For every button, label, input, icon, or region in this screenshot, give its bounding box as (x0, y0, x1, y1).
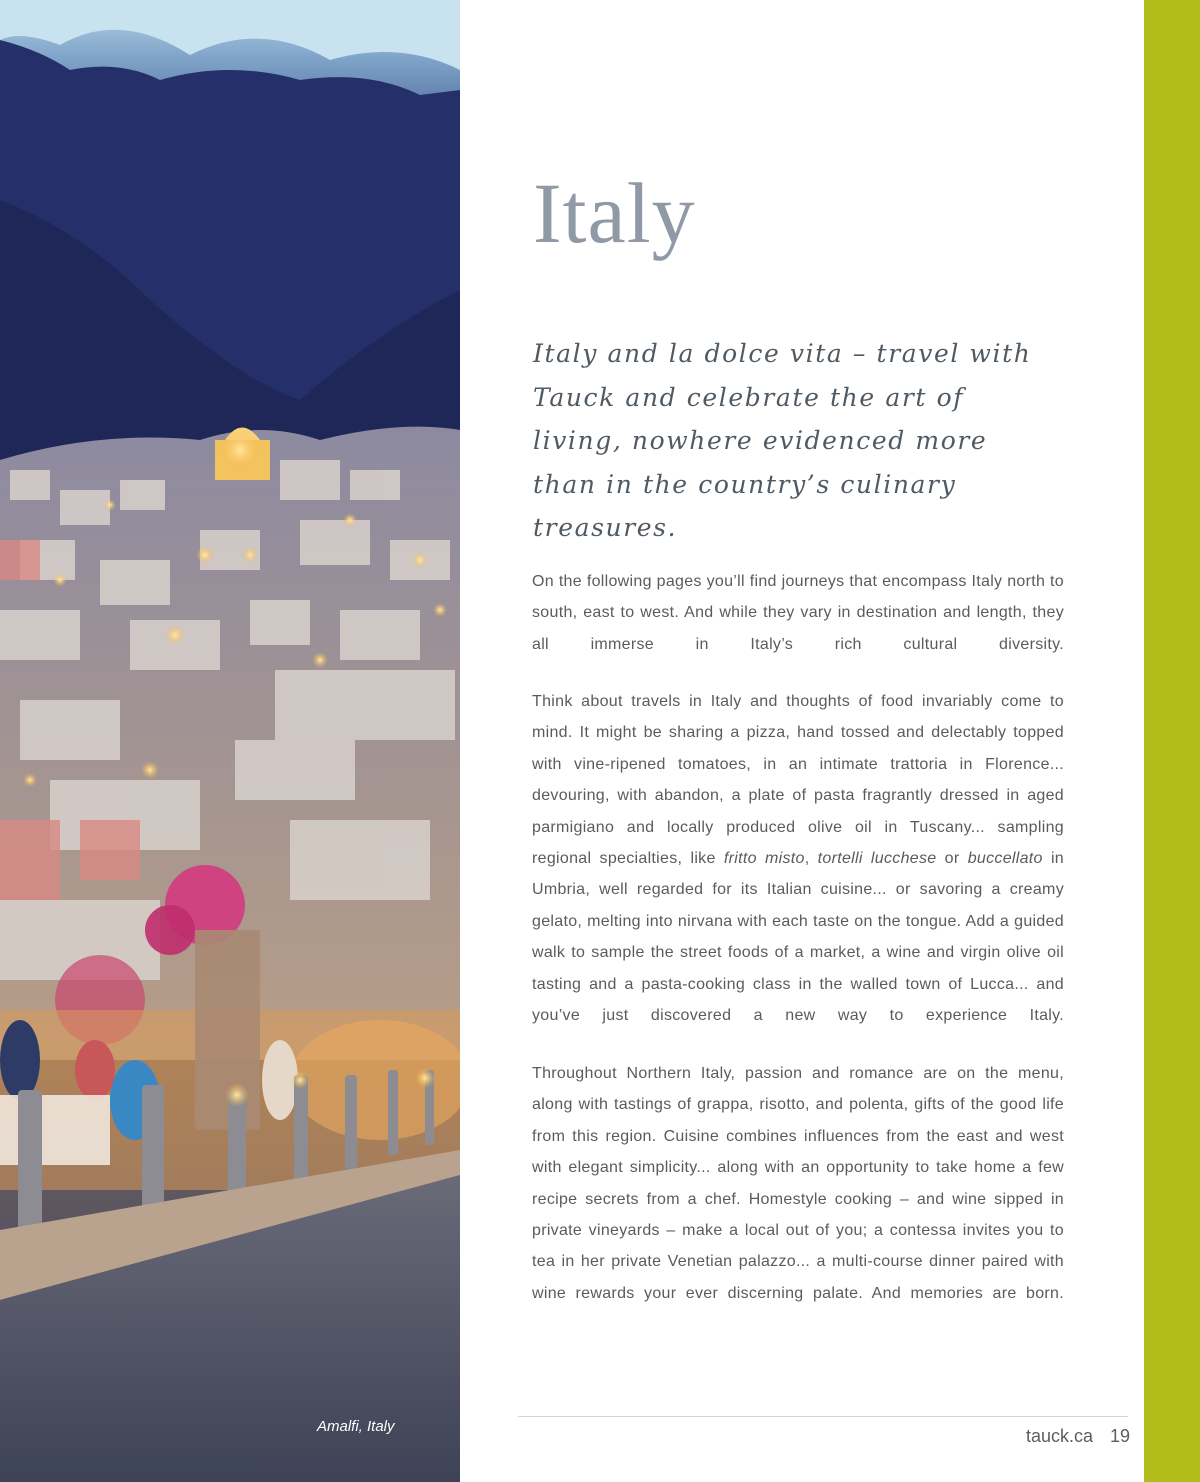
paragraph-2-text-a: Think about travels in Italy and thoughts of food invariably come to mind. It might be sharing a pizza, hand tossed and delectably topped with vine-ripened tomatoes, in an intimate trattoria in Florence... devouring, with abandon, a plate of pasta fragrantly dressed in aged parmigiano and locally produced olive oil in Tuscany... sampling regional specialties, like (532, 693, 1064, 868)
paragraph-2-sep-2: or (936, 850, 968, 868)
body-paragraph-1: On the following pages you’ll find journeys that encompass Italy north to south, east to west. And while they vary in destination and length, they all immerse in Italy’s rich cultural diversity. (532, 573, 1064, 653)
dish-fritto-misto: fritto misto (723, 850, 805, 868)
page-title: Italy (533, 165, 696, 261)
accent-band (1144, 0, 1200, 1482)
photo-illustration (0, 0, 460, 1482)
photo-caption: Amalfi, Italy (317, 1418, 395, 1435)
amalfi-photo (0, 0, 460, 1482)
footer-divider (518, 1416, 1128, 1417)
dish-buccellato: buccellato (967, 850, 1043, 868)
paragraph-2-text-b: in Umbria, well regarded for its Italian cuisine... or savoring a creamy gelato, melting into nirvana with each taste on the tongue. Add a guided walk to sample the street foods of a market, a wine and virgin olive oil tasting and a pasta-cooking class in the walled town of Lucca... and you’ve just discovered a new way to experience Italy. (532, 850, 1064, 1025)
page-number: 19 (1110, 1426, 1131, 1446)
paragraph-2-sep-1: , (804, 850, 818, 868)
footer-website: tauck.ca (1026, 1426, 1094, 1446)
lead-paragraph: Italy and la dolce vita – travel with Tauck and celebrate the art of living, nowhere evidenced more than in the country’s culinary treasures. (533, 339, 1032, 542)
body-paragraph-3: Throughout Northern Italy, passion and romance are on the menu, along with tastings of grappa, risotto, and polenta, gifts of the good life from this region. Cuisine combines influences from the east and west with elegant simplicity... along with an opportunity to take home a few recipe secrets from a chef. Homestyle cooking – and wine sipped in private vineyards – make a local out of you; a contessa invites you to tea in her private Venetian palazzo... a multi-course dinner paired with wine rewards your ever discerning palate. And memories are born. (532, 1065, 1064, 1302)
dish-tortelli-lucchese: tortelli lucchese (817, 850, 937, 868)
body-paragraph-2 (532, 686, 1064, 1031)
